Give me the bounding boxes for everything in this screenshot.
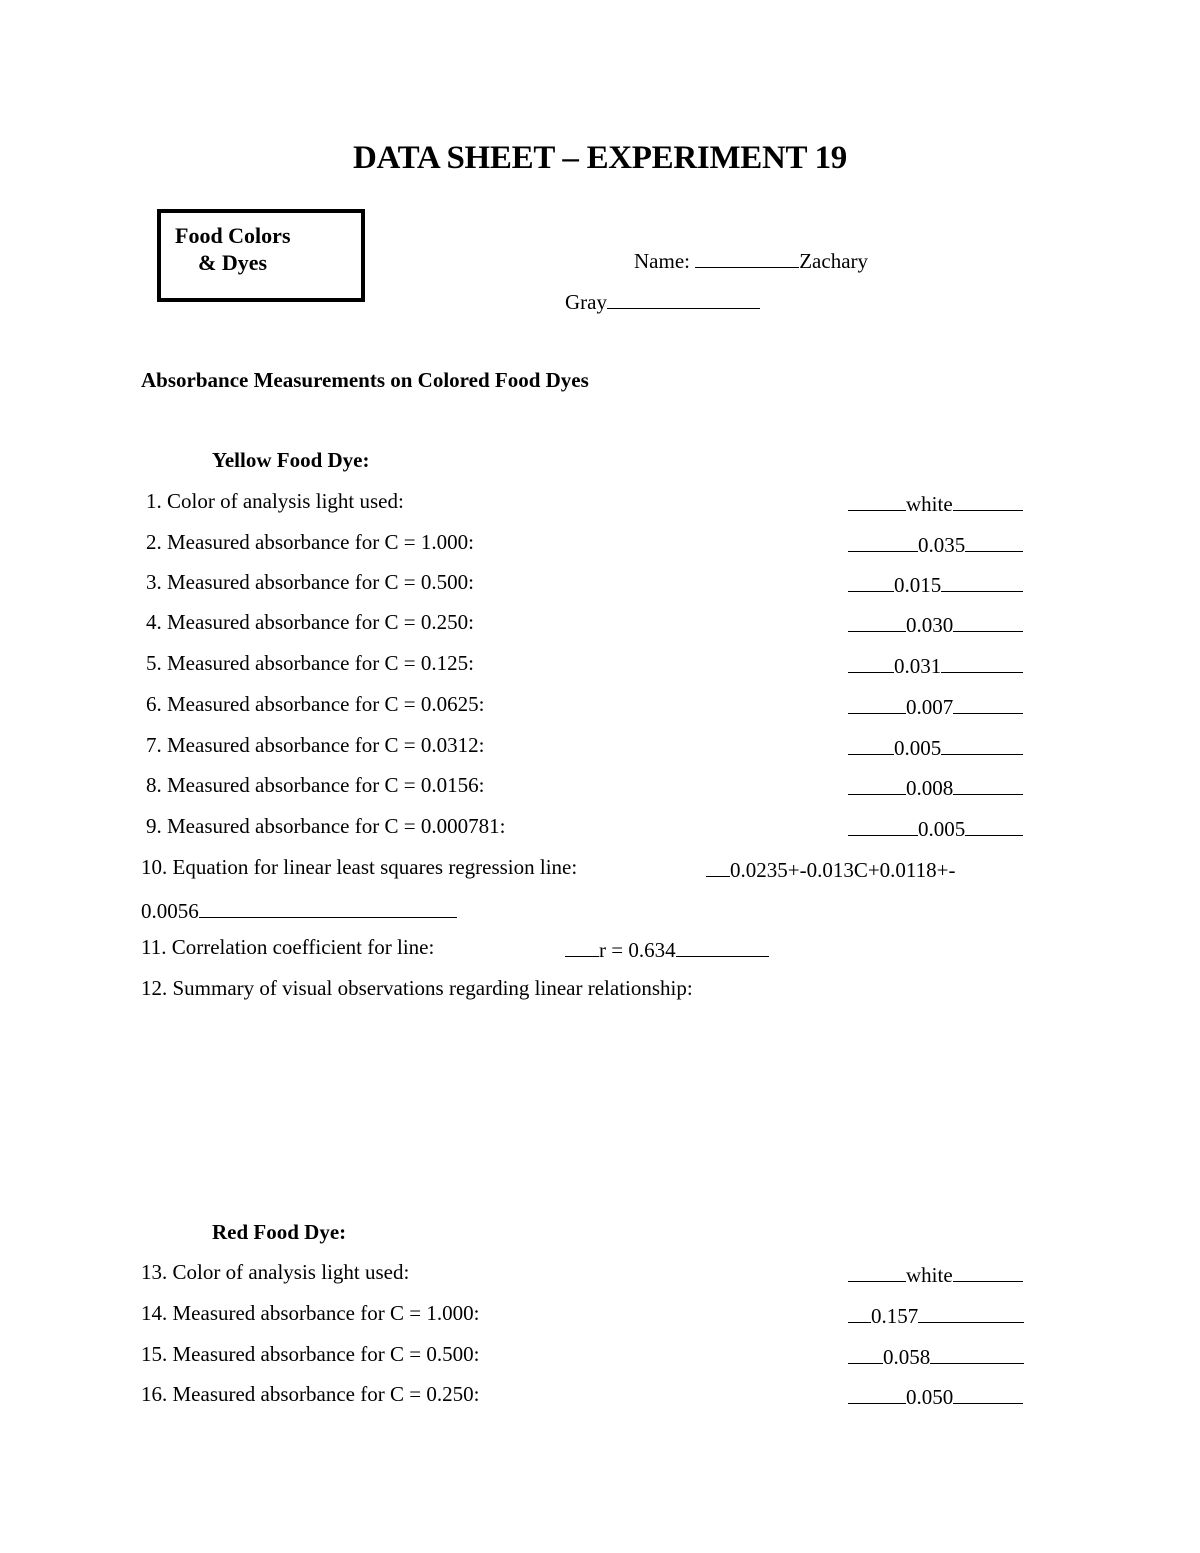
yellow-item-answer bbox=[848, 816, 1023, 840]
blank-line bbox=[199, 898, 457, 918]
answer-value: 0.015 bbox=[894, 573, 942, 597]
blank-line bbox=[953, 1262, 1023, 1282]
yellow-item-answer bbox=[848, 694, 1023, 718]
yellow-item-label: 8. Measured absorbance for C = 0.0156: bbox=[146, 773, 485, 797]
blank-line bbox=[941, 653, 1023, 673]
yellow-item-label: 1. Color of analysis light used: bbox=[146, 489, 404, 513]
blank-line bbox=[953, 612, 1023, 632]
blank-line bbox=[848, 1262, 906, 1282]
blank-line bbox=[848, 491, 906, 511]
yellow-item-answer bbox=[848, 491, 1023, 515]
page-title: DATA SHEET – EXPERIMENT 19 bbox=[352, 140, 848, 176]
yellow-item-label: 9. Measured absorbance for C = 0.000781: bbox=[146, 814, 506, 838]
blank-line bbox=[848, 653, 894, 673]
yellow-item-label: 4. Measured absorbance for C = 0.250: bbox=[146, 610, 474, 634]
yellow-item-label: 3. Measured absorbance for C = 0.500: bbox=[146, 570, 474, 594]
answer-value: white bbox=[906, 492, 953, 516]
red-item-label: 16. Measured absorbance for C = 0.250: bbox=[141, 1382, 480, 1406]
blank-line bbox=[848, 612, 906, 632]
answer-value: 0.058 bbox=[883, 1345, 931, 1369]
red-heading: Red Food Dye: bbox=[212, 1220, 347, 1244]
answer-value: 0.031 bbox=[894, 654, 942, 678]
topic-box bbox=[157, 209, 365, 302]
correlation-label: 11. Correlation coefficient for line: bbox=[141, 935, 435, 959]
blank-line bbox=[848, 1303, 871, 1323]
topic-box-line1: Food Colors bbox=[175, 223, 291, 248]
blank-line bbox=[941, 572, 1023, 592]
yellow-item-label: 5. Measured absorbance for C = 0.125: bbox=[146, 651, 474, 675]
name-line bbox=[634, 248, 868, 272]
correlation-value: r = 0.634 bbox=[599, 938, 676, 962]
blank-line bbox=[930, 1344, 1024, 1364]
blank-line bbox=[676, 937, 769, 957]
blank-line bbox=[565, 937, 599, 957]
equation-answer-cont bbox=[141, 898, 457, 922]
answer-value: 0.007 bbox=[906, 695, 954, 719]
red-item-answer bbox=[848, 1262, 1023, 1286]
yellow-item-label: 2. Measured absorbance for C = 1.000: bbox=[146, 530, 474, 554]
answer-value: 0.030 bbox=[906, 613, 954, 637]
equation-label: 10. Equation for linear least squares regression line: bbox=[141, 855, 578, 879]
red-item-answer bbox=[848, 1384, 1023, 1408]
answer-value: 0.035 bbox=[918, 533, 966, 557]
topic-box-line2: & Dyes bbox=[198, 250, 268, 275]
yellow-item-answer bbox=[848, 735, 1023, 759]
equation-value-b: 0.0056 bbox=[141, 899, 199, 923]
equation-answer bbox=[706, 857, 956, 881]
blank-line bbox=[953, 694, 1023, 714]
blank-line bbox=[706, 857, 730, 877]
answer-value: 0.008 bbox=[906, 776, 954, 800]
yellow-item-answer bbox=[848, 532, 1023, 556]
section-title: Absorbance Measurements on Colored Food Dyes bbox=[141, 368, 589, 392]
red-item-label: 15. Measured absorbance for C = 0.500: bbox=[141, 1342, 480, 1366]
name-value: Zachary bbox=[799, 249, 869, 273]
name-line-cont bbox=[565, 289, 760, 313]
summary-label: 12. Summary of visual observations regarding linear relationship: bbox=[141, 976, 693, 1000]
red-item-answer bbox=[848, 1303, 1024, 1327]
blank-line bbox=[918, 1303, 1024, 1323]
blank-line bbox=[941, 735, 1023, 755]
name-label: Name: bbox=[634, 249, 690, 273]
yellow-item-answer bbox=[848, 572, 1023, 596]
red-item-label: 14. Measured absorbance for C = 1.000: bbox=[141, 1301, 480, 1325]
blank-line bbox=[607, 289, 760, 309]
yellow-item-answer bbox=[848, 653, 1023, 677]
yellow-heading: Yellow Food Dye: bbox=[212, 448, 370, 472]
yellow-item-label: 7. Measured absorbance for C = 0.0312: bbox=[146, 733, 485, 757]
blank-line bbox=[953, 1384, 1023, 1404]
yellow-item-answer bbox=[848, 612, 1023, 636]
blank-line bbox=[848, 775, 906, 795]
answer-value: white bbox=[906, 1263, 953, 1287]
blank-line bbox=[848, 1384, 906, 1404]
equation-value-a: 0.0235+-0.013C+0.0118+- bbox=[730, 858, 956, 882]
blank-line bbox=[848, 532, 918, 552]
blank-line bbox=[848, 572, 894, 592]
answer-value: 0.005 bbox=[894, 736, 942, 760]
blank-line bbox=[953, 775, 1023, 795]
red-item-label: 13. Color of analysis light used: bbox=[141, 1260, 410, 1284]
yellow-item-label: 6. Measured absorbance for C = 0.0625: bbox=[146, 692, 485, 716]
answer-value: 0.050 bbox=[906, 1385, 954, 1409]
red-item-answer bbox=[848, 1344, 1024, 1368]
blank-line bbox=[848, 694, 906, 714]
answer-value: 0.005 bbox=[918, 817, 966, 841]
yellow-item-answer bbox=[848, 775, 1023, 799]
correlation-answer bbox=[565, 937, 769, 961]
name-value-cont: Gray bbox=[565, 290, 607, 314]
blank-line bbox=[965, 532, 1023, 552]
blank-line bbox=[965, 816, 1023, 836]
blank-line bbox=[848, 816, 918, 836]
blank-line bbox=[695, 248, 799, 268]
blank-line bbox=[953, 491, 1023, 511]
answer-value: 0.157 bbox=[871, 1304, 919, 1328]
blank-line bbox=[848, 1344, 883, 1364]
blank-line bbox=[848, 735, 894, 755]
